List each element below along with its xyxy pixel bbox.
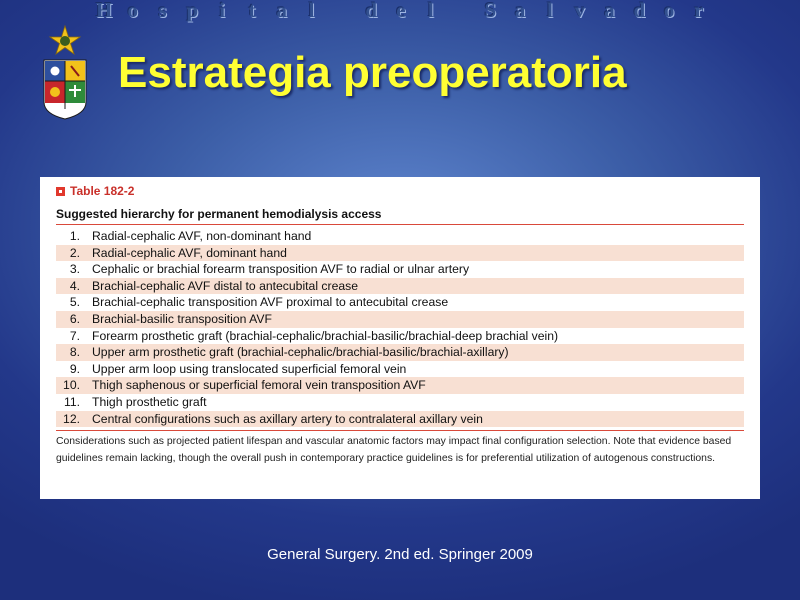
table-row bbox=[56, 261, 744, 278]
row-text: Brachial-cephalic AVF distal to antecubital crease bbox=[92, 278, 359, 293]
banner-letter: t bbox=[248, 0, 256, 22]
table-row bbox=[56, 311, 744, 328]
row-number: 11. bbox=[63, 394, 80, 409]
row-number: 12. bbox=[63, 411, 80, 426]
row-text: Cephalic or brachial forearm transposition AVF to radial or ulnar artery bbox=[92, 262, 470, 277]
row-number: 4. bbox=[69, 278, 80, 293]
row-number: 10. bbox=[63, 378, 80, 393]
table-row bbox=[56, 328, 744, 345]
row-number: 9. bbox=[69, 361, 80, 376]
slide-title: Estrategia preoperatoria bbox=[118, 48, 627, 97]
banner-letter: H bbox=[96, 0, 113, 22]
row-text: Thigh saphenous or superficial femoral vein transposition AVF bbox=[92, 378, 426, 393]
table-row bbox=[56, 245, 744, 262]
table-row bbox=[56, 394, 744, 411]
banner-letter: s bbox=[158, 0, 167, 22]
row-text: Upper arm loop using translocated superficial femoral vein bbox=[92, 361, 407, 376]
table-marker-icon bbox=[56, 187, 65, 196]
banner-letter: a bbox=[604, 0, 615, 22]
row-number: 7. bbox=[69, 328, 80, 343]
hospital-name-banner bbox=[96, 0, 706, 22]
banner-letter: o bbox=[663, 0, 675, 22]
banner-letter: e bbox=[396, 0, 406, 22]
banner-letter: o bbox=[127, 0, 139, 22]
banner-letter: l bbox=[427, 0, 434, 22]
banner-letter: a bbox=[276, 0, 288, 22]
row-number: 5. bbox=[69, 295, 80, 310]
table-rows bbox=[56, 228, 744, 427]
table-row bbox=[56, 228, 744, 245]
banner-letter: v bbox=[574, 0, 585, 22]
banner-letter: l bbox=[308, 0, 315, 22]
table-footnote: Considerations such as projected patient lifespan and vascular anatomic factors may impact final configuration selection. Note that evidence based guidelines remain lacking, though the overall push in contemporary practice guidelines is for preferential utilization of autogenous constructions. bbox=[56, 436, 732, 464]
citation: General Surgery. 2nd ed. Springer 2009 bbox=[267, 546, 533, 563]
table-bottom-rule bbox=[56, 430, 744, 431]
table-row bbox=[56, 294, 744, 311]
row-text: Forearm prosthetic graft (brachial-cephalic/brachial-basilic/brachial-deep brachial vein) bbox=[92, 328, 559, 343]
table-row bbox=[56, 344, 744, 361]
banner-letter: i bbox=[219, 0, 226, 22]
row-text: Brachial-basilic transposition AVF bbox=[92, 311, 272, 326]
banner-letter: S bbox=[484, 0, 497, 22]
table-top-rule bbox=[56, 224, 744, 225]
table-row bbox=[56, 411, 744, 428]
row-text: Radial-cephalic AVF, non-dominant hand bbox=[92, 229, 312, 243]
table-row bbox=[56, 361, 744, 378]
table-heading bbox=[56, 182, 744, 200]
banner-letter: r bbox=[694, 0, 704, 22]
row-number: 1. bbox=[69, 229, 80, 243]
row-number: 6. bbox=[69, 311, 80, 326]
table-row bbox=[56, 278, 744, 295]
table-number: Table 182-2 bbox=[70, 184, 135, 198]
row-text: Upper arm prosthetic graft (brachial-cephalic/brachial-basilic/brachial-axillary) bbox=[92, 345, 509, 360]
banner-letter: l bbox=[547, 0, 553, 22]
table-row bbox=[56, 377, 744, 394]
banner-letter: a bbox=[514, 0, 526, 22]
row-text: Brachial-cephalic transposition AVF proximal to antecubital crease bbox=[92, 295, 449, 310]
banner-letter: d bbox=[633, 0, 646, 22]
banner-letter: p bbox=[186, 0, 199, 22]
row-number: 8. bbox=[69, 345, 80, 360]
university-crest-icon bbox=[38, 24, 90, 122]
row-text: Radial-cephalic AVF, dominant hand bbox=[92, 245, 287, 260]
row-number: 3. bbox=[69, 262, 80, 277]
table-panel bbox=[40, 177, 760, 499]
row-number: 2. bbox=[69, 245, 80, 260]
row-text: Thigh prosthetic graft bbox=[92, 394, 207, 409]
row-text: Central configurations such as axillary artery to contralateral axillary vein bbox=[92, 411, 483, 426]
banner-letter: d bbox=[365, 0, 378, 22]
table-caption: Suggested hierarchy for permanent hemodialysis access bbox=[56, 207, 382, 221]
